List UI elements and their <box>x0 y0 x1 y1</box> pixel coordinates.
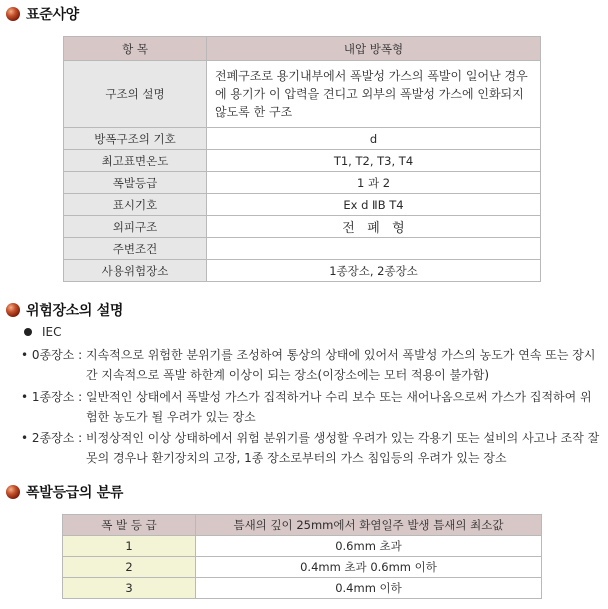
zone-1-item <box>21 387 601 427</box>
row-value: T1, T2, T3, T4 <box>207 150 541 172</box>
red-ball-bullet-icon <box>6 485 20 499</box>
table-row <box>64 216 541 238</box>
iec-label <box>24 325 62 339</box>
row-label: 외피구조 <box>64 216 207 238</box>
zone-term: • 2종장소 : <box>21 431 83 445</box>
table-row <box>64 172 541 194</box>
black-dot-icon <box>24 328 32 336</box>
row-value: Ex d ⅡB T4 <box>207 194 541 216</box>
section-standard-spec <box>6 4 79 24</box>
row-value: d <box>207 128 541 150</box>
section-title: 위험장소의 설명 <box>26 303 124 319</box>
section-title: 폭발등급의 분류 <box>26 485 124 501</box>
value-cell: 0.4mm 이하 <box>196 578 542 599</box>
row-value: 1종장소, 2종장소 <box>207 260 541 282</box>
red-ball-bullet-icon <box>6 303 20 317</box>
value-cell: 0.4mm 초과 0.6mm 이하 <box>196 557 542 578</box>
spec-table <box>63 36 541 282</box>
table-row <box>63 557 542 578</box>
row-value: 전폐구조로 용기내부에서 폭발성 가스의 폭발이 일어난 경우에 용기가 이 압력을 견디고 외부의 폭발성 가스에 인화되지 않도록 한 구조 <box>207 61 541 128</box>
row-label: 주변조건 <box>64 238 207 260</box>
table-row <box>63 578 542 599</box>
table-row <box>64 150 541 172</box>
header-cell: 내압 방폭형 <box>207 37 541 61</box>
table-row <box>64 61 541 128</box>
zone-term: • 1종장소 : <box>21 390 83 404</box>
zone-description: 지속적으로 위험한 분위기를 조성하여 통상의 상태에 있어서 폭발성 가스의 농도가 연속 또는 장시간 지속적으로 폭발 하한계 이상이 되는 장소(이장소에는 모터 적용이 불가함) <box>86 348 596 382</box>
table-header-row <box>63 515 542 536</box>
header-cell: 항 목 <box>64 37 207 61</box>
row-value <box>207 238 541 260</box>
row-label: 사용위험장소 <box>64 260 207 282</box>
zone-0-item <box>21 345 601 385</box>
red-ball-bullet-icon <box>6 7 20 21</box>
zone-term: • 0종장소 : <box>21 348 83 362</box>
table-row <box>64 238 541 260</box>
row-label: 방폭구조의 기호 <box>64 128 207 150</box>
row-value: 전 폐 형 <box>207 216 541 238</box>
row-label: 구조의 설명 <box>64 61 207 128</box>
zone-2-item <box>21 428 601 468</box>
section-explosion-class <box>6 482 123 502</box>
table-row <box>64 128 541 150</box>
table-header-row <box>64 37 541 61</box>
value-cell: 0.6mm 초과 <box>196 536 542 557</box>
table-row <box>63 536 542 557</box>
zone-description: 비정상적인 이상 상태하에서 위험 분위기를 생성할 우려가 있는 각용기 또는 설비의 사고나 조작 잘못의 경우나 환기장치의 고장, 1종 장소로부터의 가스 침입등의 우려가 있는 장소 <box>86 431 600 465</box>
row-label: 폭발등급 <box>64 172 207 194</box>
grade-cell: 2 <box>63 557 196 578</box>
grade-cell: 3 <box>63 578 196 599</box>
row-label: 최고표면온도 <box>64 150 207 172</box>
grade-cell: 1 <box>63 536 196 557</box>
header-cell: 틈새의 깊이 25mm에서 화염일주 발생 틈새의 최소값 <box>196 515 542 536</box>
table-row <box>64 194 541 216</box>
header-cell: 폭 발 등 급 <box>63 515 196 536</box>
explosion-grade-table <box>62 514 542 599</box>
row-value: 1 과 2 <box>207 172 541 194</box>
section-hazard-zone <box>6 300 123 320</box>
iec-text: IEC <box>42 325 62 339</box>
table-row <box>64 260 541 282</box>
section-title: 표준사양 <box>26 7 79 23</box>
row-label: 표시기호 <box>64 194 207 216</box>
zone-description: 일반적인 상태에서 폭발성 가스가 집적하거나 수리 보수 또는 새어나옴으로써 가스가 집적하여 위험한 농도가 될 우려가 있는 장소 <box>86 390 592 424</box>
